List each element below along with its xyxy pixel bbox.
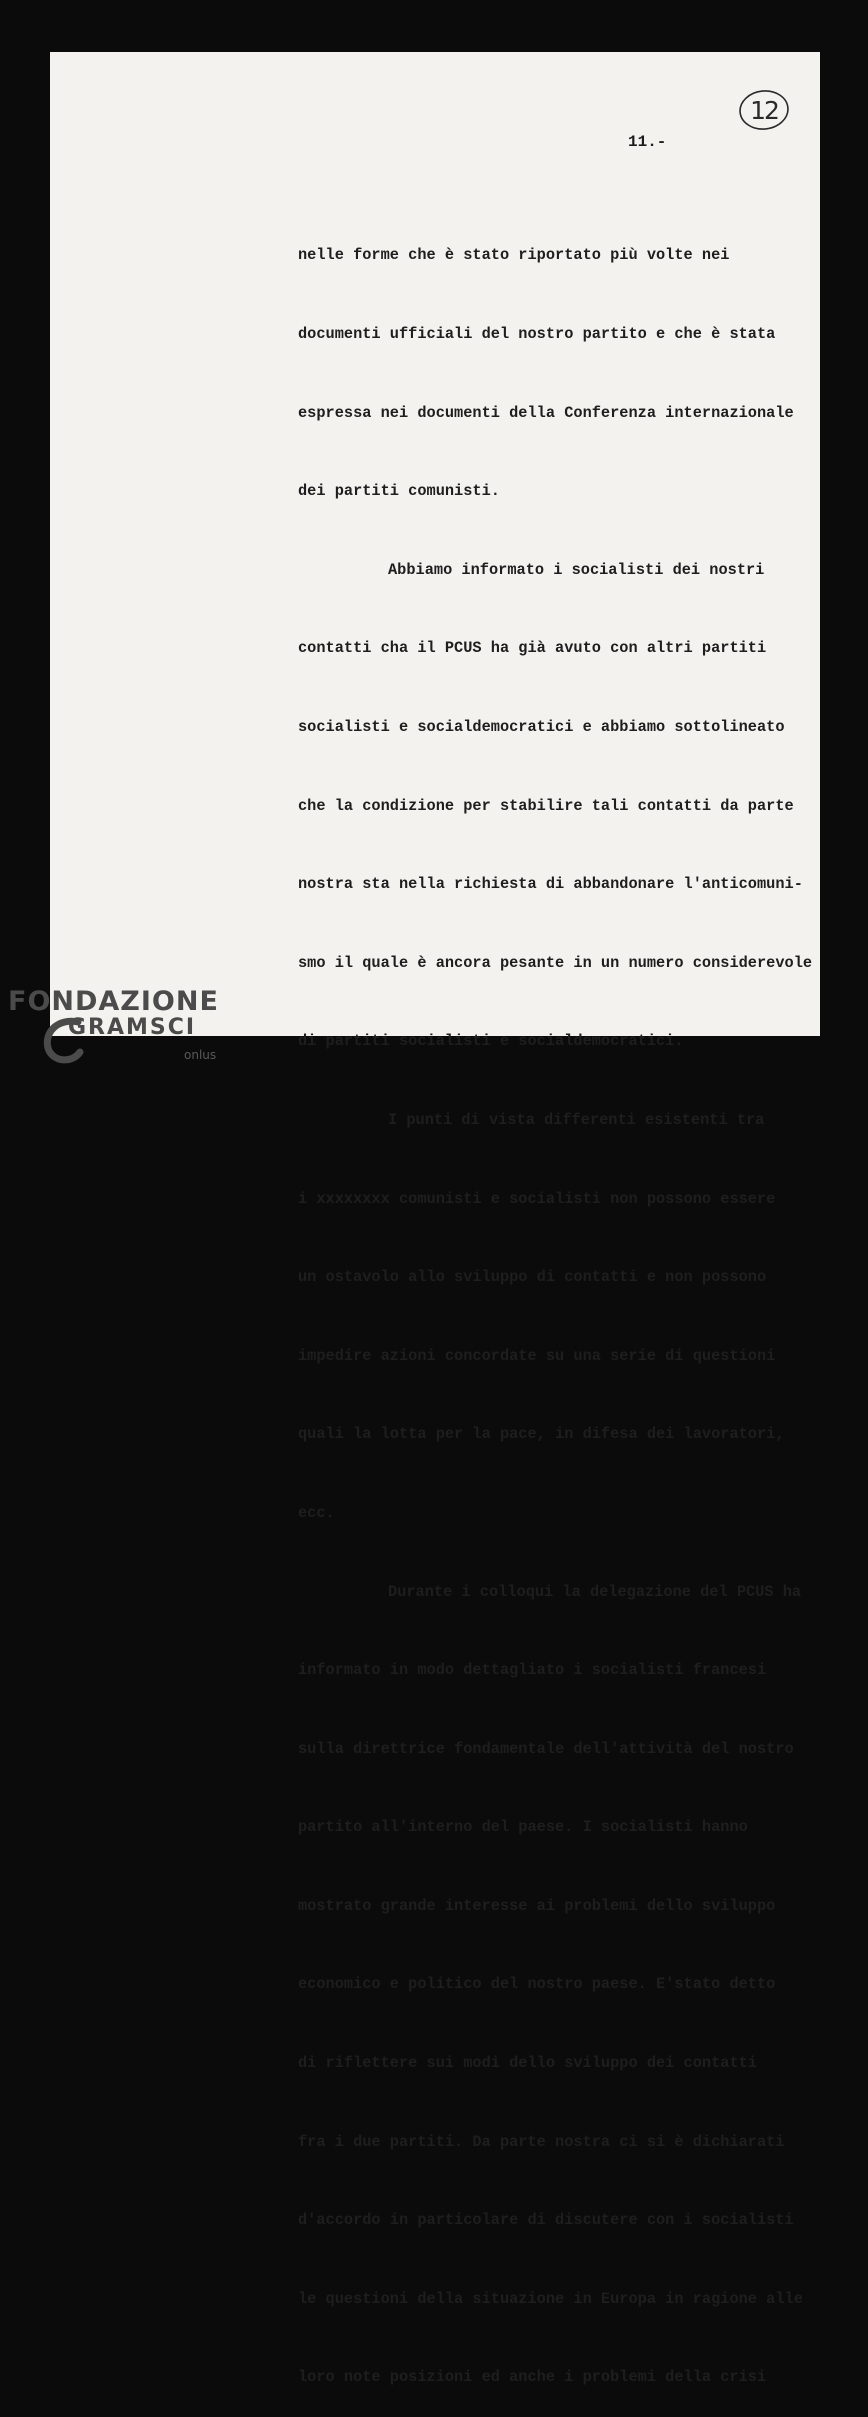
watermark-line-1: FONDAZIONE xyxy=(8,986,219,1017)
archive-page-number xyxy=(738,88,790,132)
text-line: le questioni della situazione in Europa in ragione alle xyxy=(298,2289,803,2308)
text-line: nelle forme che è stato riportato più volte nei xyxy=(298,246,730,265)
text-line: fra i due partiti. Da parte nostra ci si è dichiarati xyxy=(298,2132,785,2151)
gramsci-logo-icon xyxy=(38,1010,98,1070)
text-line: che la condizione per stabilire tali contatti da parte xyxy=(298,796,794,815)
text-line: i xxxxxxxx comunisti e socialisti non possono essere xyxy=(298,1189,776,1208)
page-number: 11.- xyxy=(628,133,667,151)
archive-number-text: 12 xyxy=(750,95,778,125)
watermark-line-3: onlus xyxy=(184,1048,217,1062)
text-line: ecc. xyxy=(298,1503,335,1522)
text-line: economico e politico del nostro paese. E'stato detto xyxy=(298,1975,776,1994)
text-line: loro note posizioni ed anche i problemi della crisi xyxy=(298,2368,767,2387)
text-line: Abbiamo informato i socialisti dei nostri xyxy=(388,560,765,579)
text-line: partito all'interno del paese. I socialisti hanno xyxy=(298,1818,748,1837)
fondazione-gramsci-watermark xyxy=(8,986,219,1062)
text-line: mostrato grande interesse ai problemi dello sviluppo xyxy=(298,1896,776,1915)
text-line: documenti ufficiali del nostro partito e che è stata xyxy=(298,325,776,343)
text-line: contatti cha il PCUS ha già avuto con altri partiti xyxy=(298,639,767,658)
text-line: Durante i colloqui la delegazione del PCUS ha xyxy=(388,1582,802,1601)
text-line: impedire azioni concordate su una serie di questioni xyxy=(298,1346,776,1365)
text-line: d'accordo in particolare di discutere con i socialisti xyxy=(298,2211,794,2230)
text-line: I punti di vista differenti esistenti tra xyxy=(388,1110,765,1129)
watermark-line-2: GRAMSCI xyxy=(68,1015,197,1040)
text-line: sulla direttrice fondamentale dell'attività del nostro xyxy=(298,1739,794,1758)
typewritten-body xyxy=(298,190,818,2417)
text-line: un ostavolo allo sviluppo di contatti e non possono xyxy=(298,1268,767,1287)
text-line: espressa nei documenti della Conferenza internazionale xyxy=(298,403,794,422)
text-line: socialisti e socialdemocratici e abbiamo sottolineato xyxy=(298,717,785,736)
text-line: nostra sta nella richiesta di abbandonare l'anticomuni- xyxy=(298,875,803,894)
text-line: informato in modo dettagliato i socialisti francesi xyxy=(298,1661,767,1680)
text-line: smo il quale è ancora pesante in un numero considerevole xyxy=(298,953,813,972)
text-line: dei partiti comunisti. xyxy=(298,482,500,501)
text-line: di partiti socialisti e socialdemocratici. xyxy=(298,1032,684,1051)
text-line: di riflettere sui modi dello sviluppo dei contatti xyxy=(298,2054,757,2073)
text-line: quali la lotta per la pace, in difesa dei lavoratori, xyxy=(298,1425,785,1444)
